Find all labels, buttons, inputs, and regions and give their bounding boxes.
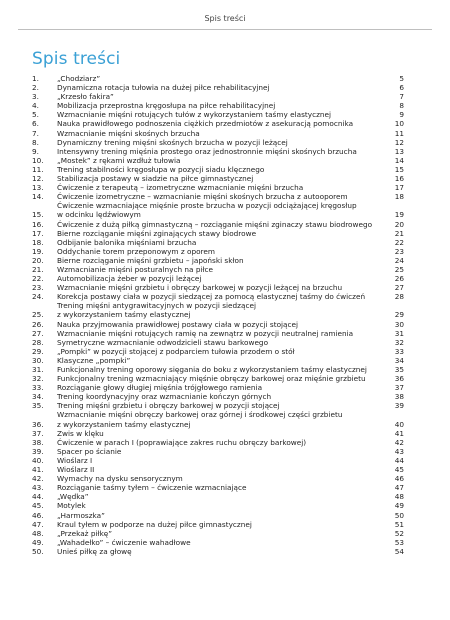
toc-entry[interactable] [32, 465, 404, 474]
toc-entry-title-line: Mobilizacja przeprostna kręgosłupa na piłce rehabilitacyjnej [57, 101, 276, 111]
toc-entry-title [57, 438, 386, 447]
toc-entry-title-line: Dynamiczna rotacja tułowia na dużej piłce rehabilitacyjnej [57, 83, 270, 93]
toc-entry[interactable] [32, 110, 404, 119]
toc-entry-page: 32 [394, 337, 404, 347]
toc-entry-title-line: Bierne rozciąganie mięśni grzbietu – japoński skłon [57, 255, 244, 265]
toc-entry-page: 13 [394, 146, 404, 156]
toc-entry[interactable] [32, 347, 404, 356]
toc-entry-number: 15. [32, 210, 44, 220]
toc-entry-number: 9. [32, 146, 39, 156]
toc-entry-page: 38 [394, 392, 404, 402]
toc-entry-title-line: Kraul tyłem w podporze na dużej piłce gimnastycznej [57, 519, 252, 529]
toc-entry[interactable] [32, 320, 404, 329]
toc-entry[interactable] [32, 474, 404, 483]
toc-entry[interactable] [32, 129, 404, 138]
toc-entry-number: 27. [32, 328, 44, 338]
toc-entry-page: 39 [394, 401, 404, 411]
toc-entry-title [57, 247, 386, 256]
toc-entry-number: 18. [32, 237, 44, 247]
toc-entry-title [57, 483, 386, 492]
toc-entry-title [57, 320, 386, 329]
toc-entry-page: 23 [394, 246, 404, 256]
toc-entry[interactable] [32, 220, 404, 229]
toc-entry-page: 28 [394, 292, 404, 302]
toc-entry-page: 26 [394, 274, 404, 284]
table-of-contents [32, 74, 404, 556]
toc-entry-title [57, 156, 386, 165]
toc-entry-title [57, 74, 386, 83]
toc-entry-page: 14 [394, 155, 404, 165]
toc-entry-title [57, 401, 386, 410]
toc-entry-number: 49. [32, 537, 44, 547]
toc-entry[interactable] [32, 383, 404, 392]
toc-entry[interactable] [32, 447, 404, 456]
toc-entry[interactable] [32, 83, 404, 92]
toc-entry[interactable] [32, 456, 404, 465]
toc-entry[interactable] [32, 274, 404, 283]
toc-entry[interactable] [32, 147, 404, 156]
toc-entry-title [57, 529, 386, 538]
toc-entry-title-line: „Wędka” [57, 492, 89, 502]
toc-entry[interactable] [32, 438, 404, 447]
toc-entry-number: 14. [32, 192, 44, 202]
toc-entry-title [57, 410, 386, 428]
toc-entry-title [57, 92, 386, 101]
toc-entry[interactable] [32, 101, 404, 110]
header-divider [18, 29, 432, 30]
page-title: Spis treści [32, 49, 121, 69]
toc-entry-title [57, 119, 386, 128]
toc-entry-title [57, 265, 386, 274]
toc-entry[interactable] [32, 238, 404, 247]
toc-entry-title-line: Ćwiczenie z terapeutą – izometryczne wzmacnianie mięśni brzucha [57, 183, 304, 193]
toc-entry-title [57, 456, 386, 465]
toc-entry[interactable] [32, 374, 404, 383]
toc-entry-title [57, 501, 386, 510]
toc-entry-title-line: „Harmoszka” [57, 510, 105, 520]
toc-entry-title-line: Wzmacnianie mięśni posturalnych na piłce [57, 264, 214, 274]
toc-entry-number: 29. [32, 346, 44, 356]
toc-entry[interactable] [32, 520, 404, 529]
toc-entry-title [57, 347, 386, 356]
toc-entry-title-line: Intensywny trening mięśnia prostego oraz jednostronnie mięśni skośnych brzucha [57, 146, 357, 156]
toc-entry-title-line: Ćwiczenie wzmacniające mięśnie proste brzucha w pozycji odciążającej kręgosłup [57, 201, 357, 211]
toc-entry-number: 13. [32, 183, 44, 193]
toc-entry-title-line: Wioślarz I [57, 455, 93, 465]
toc-entry-title [57, 292, 386, 301]
toc-entry-title [57, 329, 386, 338]
toc-entry-title-line: Motylek [57, 501, 86, 511]
toc-entry-title [57, 101, 386, 110]
toc-entry-number: 35. [32, 401, 44, 411]
toc-entry-title-line: Rozciąganie głowy długiej mięśnia trójgłowego ramienia [57, 383, 263, 393]
toc-entry-title [57, 492, 386, 501]
toc-entry-title-line: Stabilizacja postawy w siadzie na piłce gimnastycznej [57, 174, 254, 184]
toc-entry-title [57, 474, 386, 483]
toc-entry-page: 8 [399, 101, 404, 111]
toc-entry[interactable] [32, 165, 404, 174]
toc-entry[interactable] [32, 429, 404, 438]
toc-entry-title-line: Wzmacnianie mięśni skośnych brzucha [57, 128, 200, 138]
toc-entry-number: 50. [32, 546, 44, 556]
toc-entry-title-line: Nauka prawidłowego podnoszenia ciężkich przedmiotów z asekuracją pomocnika [57, 119, 354, 129]
toc-entry-number: 7. [32, 128, 39, 138]
toc-entry-page: 49 [394, 501, 404, 511]
toc-entry-page: 35 [394, 365, 404, 374]
toc-entry-title-line: Nauka przyjmowania prawidłowej postawy ciała w pozycji stojącej [57, 319, 299, 329]
toc-entry-title [57, 256, 386, 265]
toc-entry-number: 4. [32, 101, 39, 111]
toc-entry-title [57, 147, 386, 156]
toc-entry-number: 42. [32, 474, 44, 484]
toc-entry-number: 28. [32, 337, 44, 347]
toc-entry-title [57, 383, 386, 392]
toc-entry-title [57, 192, 386, 201]
toc-entry-title [57, 301, 386, 319]
toc-entry-number: 39. [32, 446, 44, 456]
toc-entry[interactable] [32, 174, 404, 183]
toc-entry-number: 17. [32, 228, 44, 238]
toc-entry-title [57, 511, 386, 520]
toc-entry-page: 51 [394, 519, 404, 529]
toc-entry-title-line: Symetryczne wzmacnianie odwodzicieli stawu barkowego [57, 337, 269, 347]
toc-entry[interactable] [32, 229, 404, 238]
toc-entry-number: 21. [32, 264, 44, 274]
toc-entry-number: 44. [32, 492, 44, 502]
toc-entry-page: 37 [394, 383, 404, 393]
toc-entry-page: 42 [394, 437, 404, 447]
toc-entry-number: 3. [32, 92, 39, 102]
toc-entry-title [57, 165, 386, 174]
toc-entry-page: 41 [394, 428, 404, 438]
toc-entry-number: 11. [32, 164, 44, 174]
toc-entry[interactable] [32, 201, 404, 219]
toc-entry-page: 15 [394, 164, 404, 174]
toc-entry-title-line: Trening koordynacyjny oraz wzmacnianie kończyn górnych [57, 392, 272, 402]
toc-entry-number: 1. [32, 74, 39, 83]
toc-entry[interactable] [32, 511, 404, 520]
toc-entry-title-line: w odcinku lędźwiowym [57, 210, 141, 220]
toc-entry[interactable] [32, 356, 404, 365]
toc-entry-title-line: Dynamiczny trening mięśni skośnych brzucha w pozycji leżącej [57, 137, 288, 147]
toc-entry-page: 54 [394, 546, 404, 556]
toc-entry[interactable] [32, 547, 404, 556]
toc-entry-page: 29 [394, 310, 404, 320]
toc-entry-title [57, 229, 386, 238]
toc-entry-page: 21 [394, 228, 404, 238]
toc-entry-title-line: Wzmacnianie mięśni obręczy barkowej oraz górnej i środkowej części grzbietu [57, 410, 343, 420]
toc-entry[interactable] [32, 529, 404, 538]
toc-entry-number: 12. [32, 174, 44, 184]
toc-entry[interactable] [32, 329, 404, 338]
toc-entry-number: 46. [32, 510, 44, 520]
toc-entry[interactable] [32, 483, 404, 492]
toc-entry-title [57, 274, 386, 283]
toc-entry-number: 40. [32, 455, 44, 465]
toc-entry-title [57, 129, 386, 138]
toc-entry-page: 48 [394, 492, 404, 502]
toc-entry-title [57, 201, 386, 219]
toc-entry-title-line: z wykorzystaniem taśmy elastycznej [57, 310, 191, 320]
toc-entry-title-line: Trening mięśni grzbietu i obręczy barkowej w pozycji stojącej [57, 401, 280, 411]
toc-entry-title-line: Trening stabilności kręgosłupa w pozycji siadu klęcznego [57, 164, 265, 174]
toc-entry[interactable] [32, 301, 404, 319]
toc-entry-number: 6. [32, 119, 39, 129]
running-head: Spis treści [204, 14, 246, 23]
toc-entry-number: 43. [32, 483, 44, 493]
toc-entry[interactable] [32, 256, 404, 265]
toc-entry[interactable] [32, 119, 404, 128]
toc-entry-page: 18 [394, 192, 404, 202]
toc-entry[interactable] [32, 138, 404, 147]
toc-entry-page: 36 [394, 374, 404, 384]
toc-entry-title-line: Rozciąganie taśmy tyłem – ćwiczenie wzmacniające [57, 483, 247, 493]
toc-entry-title-line: Wzmacnianie mięśni rotujących tułów z wykorzystaniem taśmy elastycznej [57, 110, 332, 120]
toc-entry-title-line: Spacer po ścianie [57, 446, 122, 456]
toc-entry-title [57, 538, 386, 547]
toc-entry[interactable] [32, 501, 404, 510]
toc-entry[interactable] [32, 156, 404, 165]
toc-entry-title-line: Unieś piłkę za głowę [57, 546, 132, 556]
toc-entry-number: 23. [32, 283, 44, 293]
toc-entry-number: 48. [32, 528, 44, 538]
toc-entry-page: 25 [394, 264, 404, 274]
toc-entry-page: 31 [394, 328, 404, 338]
toc-entry[interactable] [32, 492, 404, 501]
toc-entry-title [57, 174, 386, 183]
toc-entry-title-line: Wymachy na dysku sensorycznym [57, 474, 183, 484]
toc-entry-number: 25. [32, 310, 44, 320]
toc-entry-title [57, 138, 386, 147]
toc-entry-page: 17 [394, 183, 404, 193]
toc-entry-page: 19 [394, 210, 404, 220]
toc-entry-page: 33 [394, 346, 404, 356]
toc-entry-title-line: Trening mięśni antygrawitacyjnych w pozycji siedzącej [57, 301, 256, 311]
toc-entry-title-line: Wzmacnianie mięśni rotujących ramię na zewnątrz w pozycji neutralnej ramienia [57, 328, 354, 338]
toc-entry-page: 10 [394, 119, 404, 129]
toc-entry-page: 27 [394, 283, 404, 293]
toc-entry-page: 6 [399, 83, 404, 93]
toc-entry-page: 5 [399, 74, 404, 83]
toc-entry[interactable] [32, 92, 404, 101]
toc-entry-number: 10. [32, 155, 44, 165]
toc-entry-page: 46 [394, 474, 404, 484]
toc-entry-number: 47. [32, 519, 44, 529]
toc-entry-number: 16. [32, 219, 44, 229]
toc-entry[interactable] [32, 538, 404, 547]
toc-entry-title-line: Klasyczne „pompki” [57, 355, 131, 365]
toc-entry-title [57, 392, 386, 401]
toc-entry-title-line: Wzmacnianie mięśni grzbietu i obręczy barkowej w pozycji leżącej na brzuchu [57, 283, 343, 293]
toc-entry[interactable] [32, 401, 404, 410]
toc-entry-title [57, 447, 386, 456]
toc-entry-title-line: Ćwiczenie izometryczne – wzmacnianie mięśni skośnych brzucha z autooporem [57, 192, 348, 202]
toc-entry[interactable] [32, 247, 404, 256]
toc-entry-title [57, 365, 386, 374]
toc-entry-page: 20 [394, 219, 404, 229]
toc-entry-page: 22 [394, 237, 404, 247]
toc-entry-number: 22. [32, 274, 44, 284]
toc-entry-title [57, 374, 386, 383]
toc-entry-page: 34 [394, 355, 404, 365]
toc-entry-page: 44 [394, 455, 404, 465]
toc-entry[interactable] [32, 74, 404, 83]
toc-entry-number: 37. [32, 428, 44, 438]
toc-entry-title-line: Funkcjonalny trening oporowy sięgania do boku z wykorzystaniem taśmy elastycznej [57, 365, 367, 374]
toc-entry-number: 31. [32, 365, 44, 374]
toc-entry[interactable] [32, 192, 404, 201]
toc-entry-page: 52 [394, 528, 404, 538]
toc-entry-title-line: Odbijanie balonika mięśniami brzucha [57, 237, 197, 247]
toc-entry[interactable] [32, 265, 404, 274]
toc-entry-number: 30. [32, 355, 44, 365]
toc-entry-number: 32. [32, 374, 44, 384]
toc-entry-title-line: „Chodziarz” [57, 74, 101, 83]
toc-entry-title [57, 283, 386, 292]
toc-entry-title-line: „Mostek” z rękami wzdłuż tułowia [57, 155, 181, 165]
toc-entry[interactable] [32, 410, 404, 428]
toc-entry-number: 36. [32, 419, 44, 429]
toc-entry-number: 34. [32, 392, 44, 402]
toc-entry-title [57, 465, 386, 474]
toc-entry-number: 8. [32, 137, 39, 147]
toc-entry-title-line: „Wahadełko” – ćwiczenie wahadłowe [57, 537, 191, 547]
toc-entry-page: 24 [394, 255, 404, 265]
toc-entry-title-line: z wykorzystaniem taśmy elastycznej [57, 419, 191, 429]
toc-entry-number: 5. [32, 110, 39, 120]
toc-entry-title-line: Ćwiczenie w parach I (poprawiające zakres ruchu obręczy barkowej) [57, 437, 307, 447]
toc-entry[interactable] [32, 365, 404, 374]
toc-entry-title [57, 83, 386, 92]
toc-entry-title-line: „Przekaż piłkę” [57, 528, 113, 538]
toc-entry-number: 45. [32, 501, 44, 511]
toc-entry-title [57, 429, 386, 438]
toc-entry-title-line: Wioślarz II [57, 465, 95, 475]
toc-entry-page: 11 [394, 128, 404, 138]
toc-entry-page: 30 [394, 319, 404, 329]
toc-entry-page: 40 [394, 419, 404, 429]
toc-entry[interactable] [32, 338, 404, 347]
toc-entry-title [57, 520, 386, 529]
toc-entry-number: 41. [32, 465, 44, 475]
toc-entry-page: 53 [394, 537, 404, 547]
toc-entry[interactable] [32, 283, 404, 292]
toc-entry[interactable] [32, 292, 404, 301]
toc-entry-title-line: Oddychanie torem przeponowym z oporem [57, 246, 215, 256]
toc-entry-number: 26. [32, 319, 44, 329]
toc-entry-title [57, 110, 386, 119]
toc-entry-title [57, 547, 386, 556]
toc-entry-title [57, 238, 386, 247]
toc-entry-title-line: Ćwiczenie z dużą piłką gimnastyczną – rozciąganie mięśni zginaczy stawu biodrowego [57, 219, 373, 229]
toc-entry[interactable] [32, 392, 404, 401]
toc-entry-title [57, 183, 386, 192]
toc-entry-number: 38. [32, 437, 44, 447]
toc-entry-number: 33. [32, 383, 44, 393]
toc-entry-number: 2. [32, 83, 39, 93]
toc-entry-number: 19. [32, 246, 44, 256]
toc-entry-number: 20. [32, 255, 44, 265]
toc-entry-title [57, 220, 386, 229]
toc-entry-title-line: Funkcjonalny trening wzmacniający mięśnie obręczy barkowej oraz mięśnie grzbietu [57, 374, 366, 384]
toc-entry-title-line: „Krzesło fakira” [57, 92, 114, 102]
toc-entry-number: 24. [32, 292, 44, 302]
toc-entry-page: 50 [394, 510, 404, 520]
toc-entry-page: 7 [399, 92, 404, 102]
toc-entry-title-line: Korekcja postawy ciała w pozycji siedzącej za pomocą elastycznej taśmy do ćwiczeń [57, 292, 366, 302]
toc-entry-title [57, 338, 386, 347]
toc-entry-title-line: Automobilizacja żeber w pozycji leżącej [57, 274, 202, 284]
toc-entry-title-line: Bierne rozciąganie mięśni zginających stawy biodrowe [57, 228, 257, 238]
toc-entry-title [57, 356, 386, 365]
toc-entry-page: 47 [394, 483, 404, 493]
toc-entry-title-line: Zwis w klęku [57, 428, 104, 438]
toc-entry-title-line: „Pompki” w pozycji stojącej z podparciem tułowia przodem o stół [57, 346, 295, 356]
toc-entry-page: 9 [399, 110, 404, 120]
toc-entry[interactable] [32, 183, 404, 192]
toc-entry-page: 16 [394, 174, 404, 184]
toc-entry-page: 45 [394, 465, 404, 475]
toc-entry-page: 12 [394, 137, 404, 147]
toc-entry-page: 43 [394, 446, 404, 456]
